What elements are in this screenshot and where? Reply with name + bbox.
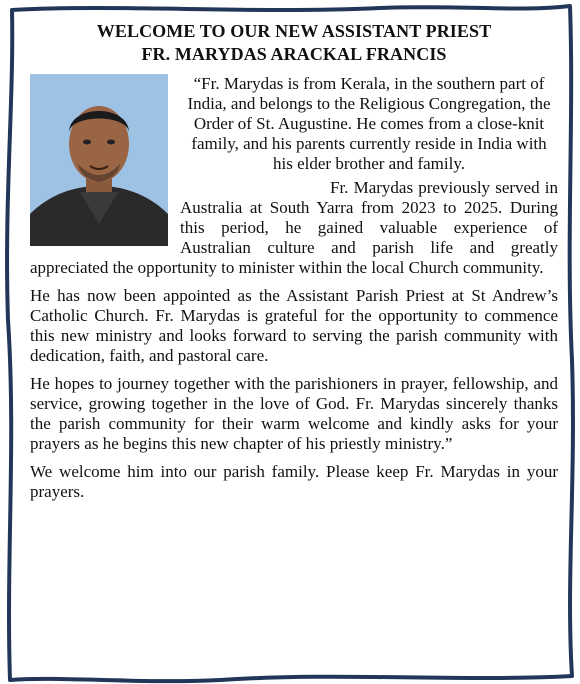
paragraph-intro: “Fr. Marydas is from Kerala, in the southern part of India, and belongs to the Religious Congregation, the Order of St. Augustine. He comes from a close-knit family, and his parents currently reside in India with his elder brother and family. bbox=[187, 74, 551, 173]
article bbox=[30, 20, 558, 502]
paragraph-appointment: He has now been appointed as the Assistant Parish Priest at St Andrew’s Catholic Church. Fr. Marydas is grateful for the opportunity to commence this new ministry and looks forward to serving the parish community with dedication, faith, and pastoral care. bbox=[30, 286, 558, 365]
paragraph-hopes: He hopes to journey together with the parishioners in prayer, fellowship, and service, growing together in the love of God. Fr. Marydas sincerely thanks the parish community for their warm welcome and kindly asks for your prayers as he begins this new chapter of his priestly ministry.” bbox=[30, 374, 558, 453]
title-line-2: FR. MARYDAS ARACKAL FRANCIS bbox=[141, 44, 447, 64]
title-line-1: WELCOME TO OUR NEW ASSISTANT PRIEST bbox=[96, 21, 492, 41]
paragraph-previous-service: Fr. Marydas previously served in Australia at South Yarra from 2023 to 2025. During this period, he gained valuable experience of Australian culture and parish life and greatly appreciated the opportunity to minister within the local Church community. bbox=[30, 178, 558, 277]
paragraph-welcome: We welcome him into our parish family. Please keep Fr. Marydas in your prayers. bbox=[30, 462, 558, 501]
priest-portrait-photo bbox=[30, 74, 168, 246]
portrait-illustration bbox=[30, 74, 168, 246]
